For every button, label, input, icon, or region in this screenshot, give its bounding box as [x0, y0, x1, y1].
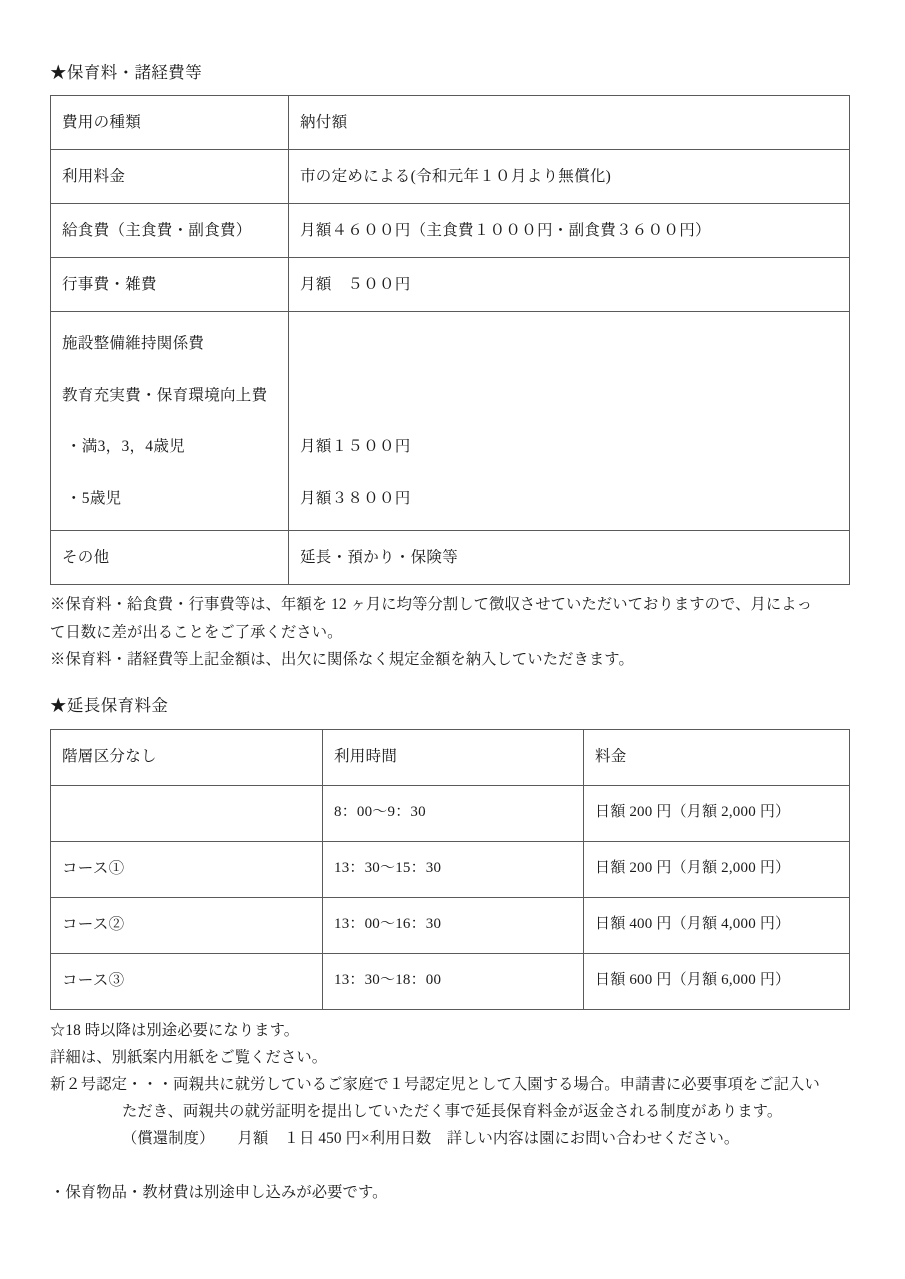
fee-amount-cell: 延長・預かり・保険等 [289, 531, 850, 585]
facility-line: 教育充実費・保育環境向上費 [62, 386, 268, 404]
ot-time-cell: 13：30〜15：30 [323, 841, 584, 897]
fee-amount-cell: 月額 ５００円 [289, 258, 850, 312]
ot-time-cell: 8：00〜9：30 [323, 785, 584, 841]
ot-course-cell: コース③ [51, 953, 323, 1009]
ot-fee-cell: 日額 600 円（月額 6,000 円） [584, 953, 850, 1009]
facility-fee-type-cell [51, 312, 289, 531]
facility-fee-amount-cell [289, 312, 850, 531]
fee-section-heading: ★保育料・諸経費等 [50, 63, 203, 82]
ot-course-cell [51, 785, 323, 841]
note-line: て日数に差が出ることをご了承ください。 [50, 623, 343, 641]
ot-fee-cell: 日額 200 円（月額 2,000 円） [584, 785, 850, 841]
table-row [51, 150, 850, 204]
note-line: ※保育料・諸経費等上記金額は、出欠に関係なく規定金額を納入していただきます。 [50, 650, 634, 668]
footnote-line: ☆18 時以降は別途必要になります。 [50, 1021, 300, 1039]
footnote-line: ・保育物品・教材費は別途申し込みが必要です。 [50, 1183, 388, 1201]
ot-course-cell: コース① [51, 841, 323, 897]
ot-header-time: 利用時間 [323, 729, 584, 785]
table-row [51, 531, 850, 585]
table-row [51, 841, 850, 897]
footnote-line: 詳細は、別紙案内用紙をご覧ください。 [50, 1048, 328, 1066]
table-row [51, 953, 850, 1009]
table-row-facility [51, 312, 850, 531]
ot-fee-cell: 日額 400 円（月額 4,000 円） [584, 897, 850, 953]
table-row [51, 204, 850, 258]
ot-time-cell: 13：30〜18：00 [323, 953, 584, 1009]
table-row [51, 729, 850, 785]
fee-type-cell: その他 [51, 531, 289, 585]
fee-type-cell: 利用料金 [51, 150, 289, 204]
fee-table-header-type: 費用の種類 [51, 96, 289, 150]
facility-line: 施設整備維持関係費 [62, 335, 205, 353]
facility-line: ・5歳児 [66, 489, 122, 507]
fee-amount-cell: 月額４６００円（主食費１０００円・副食費３６００円） [289, 204, 850, 258]
facility-amount-line [300, 334, 838, 354]
overtime-fee-table [50, 729, 850, 1010]
overtime-section-footnotes [50, 1017, 853, 1206]
facility-amount-line: 月額１５００円 [300, 438, 411, 456]
overtime-section-heading: ★延長保育料金 [50, 696, 169, 716]
table-row [51, 785, 850, 841]
facility-line: ・満3，3，4歳児 [66, 438, 185, 456]
facility-amount-line: 月額３８００円 [300, 489, 411, 507]
ot-course-cell: コース② [51, 897, 323, 953]
fee-section-notes [50, 591, 853, 673]
fee-type-cell: 行事費・雑費 [51, 258, 289, 312]
ot-time-cell: 13：00〜16：30 [323, 897, 584, 953]
table-row [51, 96, 850, 150]
footnote-line: 新２号認定・・・両親共に就労しているご家庭で１号認定児として入園する場合。申請書に必要事項をご記入い [50, 1075, 820, 1093]
ot-fee-cell: 日額 200 円（月額 2,000 円） [584, 841, 850, 897]
note-line: ※保育料・給食費・行事費等は、年額を 12 ヶ月に均等分割して徴収させていただいておりますので、月によっ [50, 596, 813, 614]
facility-amount-line [300, 386, 838, 406]
fee-amount-cell: 市の定めによる(令和元年１０月より無償化) [289, 150, 850, 204]
ot-header-fee: 料金 [584, 729, 850, 785]
ot-header-course: 階層区分なし [51, 729, 323, 785]
table-row [51, 258, 850, 312]
footnote-line: （償還制度） 月額 １日 450 円×利用日数 詳しい内容は園にお問い合わせください。 [122, 1130, 740, 1148]
footnote-line: ただき、両親共の就労証明を提出していただく事で延長保育料金が返金される制度があります。 [122, 1103, 783, 1121]
fee-type-cell: 給食費（主食費・副食費） [51, 204, 289, 258]
fee-table [50, 95, 850, 585]
table-row [51, 897, 850, 953]
fee-table-header-amount: 納付額 [289, 96, 850, 150]
